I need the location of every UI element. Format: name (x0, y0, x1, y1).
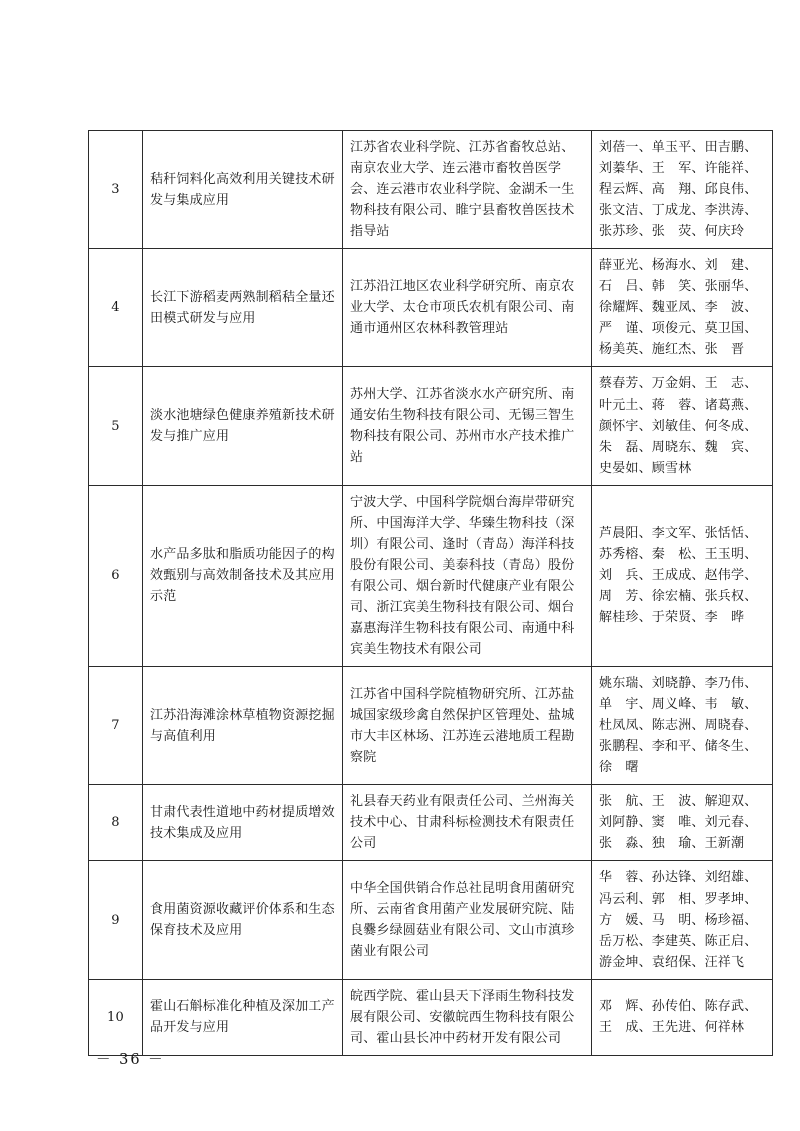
award-list-table (88, 130, 773, 1056)
table-row (89, 979, 773, 1055)
table-row (89, 861, 773, 979)
row-organizations: 宁波大学、中国科学院烟台海岸带研究所、中国海洋大学、华臻生物科技（深圳）有限公司、逢时（青岛）海洋科技股份有限公司、美泰科技（青岛）股份有限公司、烟台新时代健康产业有限公司、浙江宾美生物科技有限公司、烟台嘉惠海洋生物科技有限公司、南通中科宾美生物技术有限公司 (343, 485, 592, 666)
row-project-name: 水产品多肽和脂质功能因子的构效甄别与高效制备技术及其应用示范 (143, 485, 343, 666)
row-sequence-number: 3 (89, 131, 143, 249)
row-project-name: 江苏沿海滩涂林草植物资源挖掘与高值利用 (143, 667, 343, 785)
row-people: 张 航、王 波、解迎双、刘阿静、窦 唯、刘元春、张 淼、独 瑜、王新潮 (592, 785, 773, 861)
table-row (89, 131, 773, 249)
row-organizations: 礼县春天药业有限责任公司、兰州海关技术中心、甘肃科标检测技术有限责任公司 (343, 785, 592, 861)
row-sequence-number: 5 (89, 367, 143, 485)
row-people: 邓 辉、孙传伯、陈存武、王 成、王先进、何祥林 (592, 979, 773, 1055)
row-project-name: 淡水池塘绿色健康养殖新技术研发与推广应用 (143, 367, 343, 485)
row-project-name: 食用菌资源收藏评价体系和生态保育技术及应用 (143, 861, 343, 979)
row-people: 薛亚光、杨海水、刘 建、石 吕、韩 笑、张丽华、徐耀辉、魏亚凤、李 波、严 谨、项俊元、莫卫国、杨美英、施红杰、张 晋 (592, 249, 773, 367)
row-organizations: 苏州大学、江苏省淡水水产研究所、南通安佑生物科技有限公司、无锡三智生物科技有限公司、苏州市水产技术推广站 (343, 367, 592, 485)
row-people: 华 蓉、孙达锋、刘绍雄、冯云利、郭 相、罗孝坤、方 媛、马 明、杨珍福、岳万松、李建英、陈正启、游金坤、袁绍保、汪祥飞 (592, 861, 773, 979)
table-row (89, 785, 773, 861)
row-sequence-number: 10 (89, 979, 143, 1055)
row-people: 蔡春芳、万金娟、王 志、叶元土、蒋 蓉、诸葛燕、颜怀宇、刘敏佳、何冬成、朱 磊、周晓东、魏 宾、史晏如、顾雪林 (592, 367, 773, 485)
row-organizations: 江苏省中国科学院植物研究所、江苏盐城国家级珍禽自然保护区管理处、盐城市大丰区林场、江苏连云港地质工程勘察院 (343, 667, 592, 785)
row-project-name: 长江下游稻麦两熟制稻秸全量还田模式研发与应用 (143, 249, 343, 367)
table-body (89, 131, 773, 1056)
row-sequence-number: 6 (89, 485, 143, 666)
row-people: 芦晨阳、李文军、张恬恬、苏秀榕、秦 松、王玉明、刘 兵、王成成、赵伟学、周 芳、徐宏楠、张兵权、解桂珍、于荣贤、李 晔 (592, 485, 773, 666)
row-people: 姚东瑞、刘晓静、李乃伟、单 宇、周义峰、韦 敏、杜凤凤、陈志洲、周晓春、张鹏程、李和平、储冬生、徐 曙 (592, 667, 773, 785)
table-row (89, 667, 773, 785)
row-sequence-number: 9 (89, 861, 143, 979)
row-project-name: 秸秆饲料化高效利用关键技术研发与集成应用 (143, 131, 343, 249)
table-row (89, 485, 773, 666)
row-organizations: 江苏省农业科学院、江苏省畜牧总站、南京农业大学、连云港市畜牧兽医学会、连云港市农业科学院、金湖禾一生物科技有限公司、睢宁县畜牧兽医技术指导站 (343, 131, 592, 249)
row-people: 刘蓓一、单玉平、田吉鹏、刘蓁华、王 军、许能祥、程云辉、高 翔、邱良伟、张文洁、丁成龙、李洪涛、张苏珍、张 荧、何庆玲 (592, 131, 773, 249)
row-project-name: 霍山石斛标准化种植及深加工产品开发与应用 (143, 979, 343, 1055)
row-organizations: 皖西学院、霍山县天下泽雨生物科技发展有限公司、安徽皖西生物科技有限公司、霍山县长冲中药材开发有限公司 (343, 979, 592, 1055)
row-organizations: 江苏沿江地区农业科学研究所、南京农业大学、太仓市项氏农机有限公司、南通市通州区农林科教管理站 (343, 249, 592, 367)
row-sequence-number: 7 (89, 667, 143, 785)
row-sequence-number: 4 (89, 249, 143, 367)
row-organizations: 中华全国供销合作总社昆明食用菌研究所、云南省食用菌产业发展研究院、陆良爨乡绿圆菇业有限公司、文山市滇珍菌业有限公司 (343, 861, 592, 979)
award-list-table-wrapper (88, 130, 758, 1056)
row-sequence-number: 8 (89, 785, 143, 861)
page-number: － 36 － (96, 1052, 165, 1068)
table-row (89, 367, 773, 485)
table-row (89, 249, 773, 367)
row-project-name: 甘肃代表性道地中药材提质增效技术集成及应用 (143, 785, 343, 861)
